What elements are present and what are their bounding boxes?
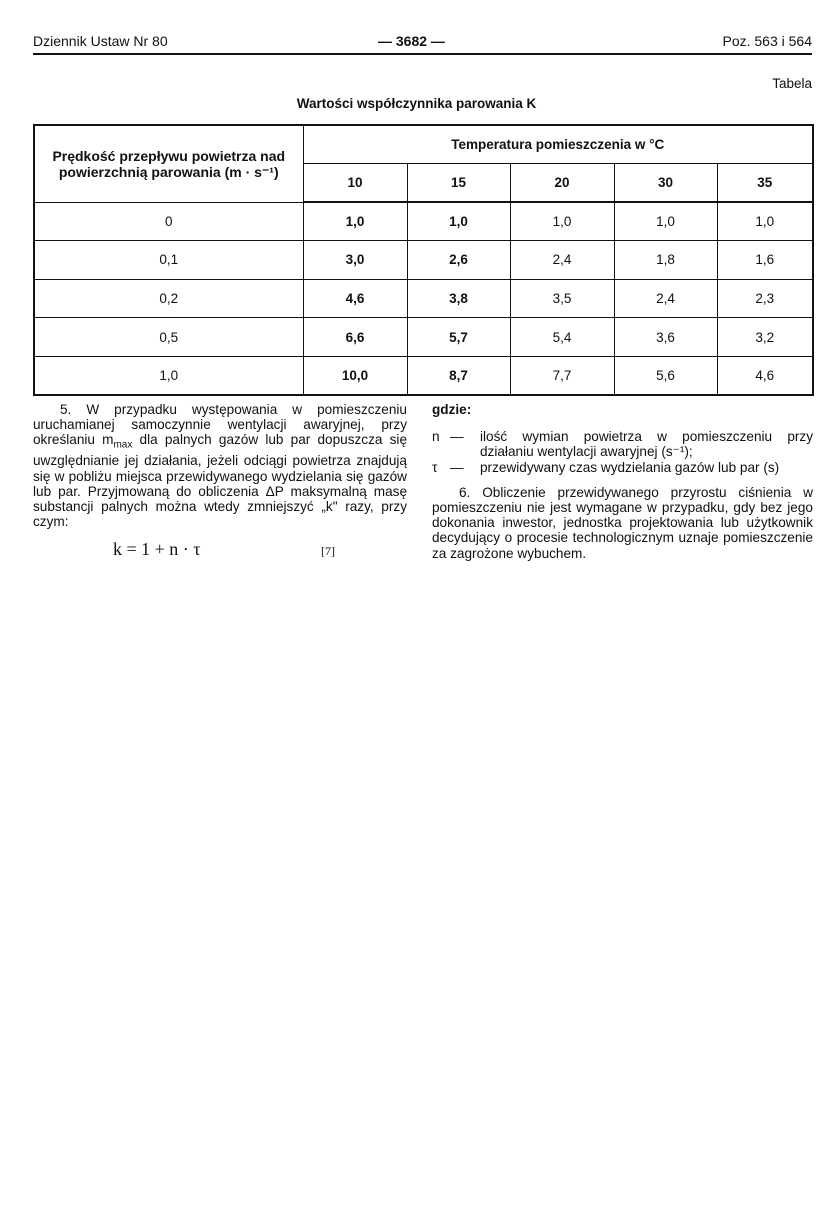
speed-cell: 1,0 xyxy=(34,356,303,395)
paragraph-6: 6. Obliczenie przewidywanego przyrostu ciśnienia w pomieszczeniu nie jest wymagane w przypadku, gdy bez jego dokonania inwestor, jednostka projektowania lub użytkownik decydujący o procesie technologicznym uznaje pomieszczenie za zagrożone wybuchem. xyxy=(432,484,813,561)
value-cell: 3,5 xyxy=(510,279,614,318)
table-row xyxy=(34,356,813,395)
table-label: Tabela xyxy=(772,76,812,91)
value-cell: 1,0 xyxy=(407,202,510,241)
definition-symbol: τ xyxy=(432,459,438,475)
right-text-column xyxy=(432,402,813,561)
paragraph-5-text-a: 5. W przypadku występowania w pomieszczeniu uruchamianej samoczynnie wentylacji awaryjnej, przy określaniu m xyxy=(33,402,407,448)
paragraph-5 xyxy=(33,402,407,529)
temperature-group-header: Temperatura pomieszczenia w °C xyxy=(303,125,813,164)
value-cell: 1,6 xyxy=(717,241,813,280)
value-cell: 3,8 xyxy=(407,279,510,318)
table-row xyxy=(34,318,813,357)
value-cell: 4,6 xyxy=(303,279,407,318)
value-cell: 3,2 xyxy=(717,318,813,357)
running-header xyxy=(33,33,812,55)
definition-dash: — xyxy=(450,459,464,475)
speed-cell: 0,1 xyxy=(34,241,303,280)
value-cell: 1,0 xyxy=(303,202,407,241)
value-cell: 4,6 xyxy=(717,356,813,395)
value-cell: 5,4 xyxy=(510,318,614,357)
definition-symbol: n xyxy=(432,429,440,445)
definition-item xyxy=(432,460,813,475)
temperature-header: 35 xyxy=(717,164,813,203)
value-cell: 8,7 xyxy=(407,356,510,395)
value-cell: 10,0 xyxy=(303,356,407,395)
table-row xyxy=(34,241,813,280)
table-row xyxy=(34,279,813,318)
value-cell: 3,0 xyxy=(303,241,407,280)
value-cell: 2,6 xyxy=(407,241,510,280)
value-cell: 7,7 xyxy=(510,356,614,395)
value-cell: 2,4 xyxy=(614,279,717,318)
value-cell: 2,4 xyxy=(510,241,614,280)
position-reference: Poz. 563 i 564 xyxy=(722,33,812,49)
journal-name: Dziennik Ustaw Nr 80 xyxy=(33,33,168,49)
value-cell: 1,8 xyxy=(614,241,717,280)
page-number: — 3682 — xyxy=(378,33,445,49)
definition-text: przewidywany czas wydzielania gazów lub par (s) xyxy=(480,459,780,475)
formula-k: k = 1 + n · τ xyxy=(113,539,201,560)
definition-text: ilość wymian powietrza w pomieszczeniu przy działaniu wentylacji awaryjnej (s⁻¹); xyxy=(480,429,813,460)
max-subscript: max xyxy=(113,440,133,452)
table-title: Wartości współczynnika parowania K xyxy=(296,96,537,111)
value-cell: 3,6 xyxy=(614,318,717,357)
evaporation-coefficient-table xyxy=(33,124,814,396)
value-cell: 5,6 xyxy=(614,356,717,395)
definition-dash: — xyxy=(450,429,464,445)
value-cell: 6,6 xyxy=(303,318,407,357)
formula-number: [7] xyxy=(321,544,335,559)
temperature-header: 15 xyxy=(407,164,510,203)
where-label: gdzie: xyxy=(432,402,472,417)
speed-cell: 0,2 xyxy=(34,279,303,318)
temperature-header: 10 xyxy=(303,164,407,203)
temperature-header: 30 xyxy=(614,164,717,203)
speed-cell: 0 xyxy=(34,202,303,241)
value-cell: 1,0 xyxy=(614,202,717,241)
left-text-column xyxy=(33,402,407,568)
temperature-header: 20 xyxy=(510,164,614,203)
table-row xyxy=(34,202,813,241)
value-cell: 5,7 xyxy=(407,318,510,357)
value-cell: 2,3 xyxy=(717,279,813,318)
definition-item xyxy=(432,429,813,459)
row-header: Prędkość przepływu powietrza nad powierzchnią parowania (m · s⁻¹) xyxy=(34,125,303,202)
value-cell: 1,0 xyxy=(717,202,813,241)
value-cell: 1,0 xyxy=(510,202,614,241)
formula-row xyxy=(33,539,407,568)
paragraph-5-text-b: dla palnych gazów lub par dopuszcza się uwzględnianie jej działania, jeżeli odciągi powietrza znajdują się w pobliżu miejsca przewidywanego wydzielania się gazów lub par. Przyjmowaną do obliczenia ΔP maksymalną masę substancji palnych można wtedy zmniejszyć „k" razy, przy czym: xyxy=(33,432,408,530)
speed-cell: 0,5 xyxy=(34,318,303,357)
definitions-list xyxy=(432,429,813,475)
